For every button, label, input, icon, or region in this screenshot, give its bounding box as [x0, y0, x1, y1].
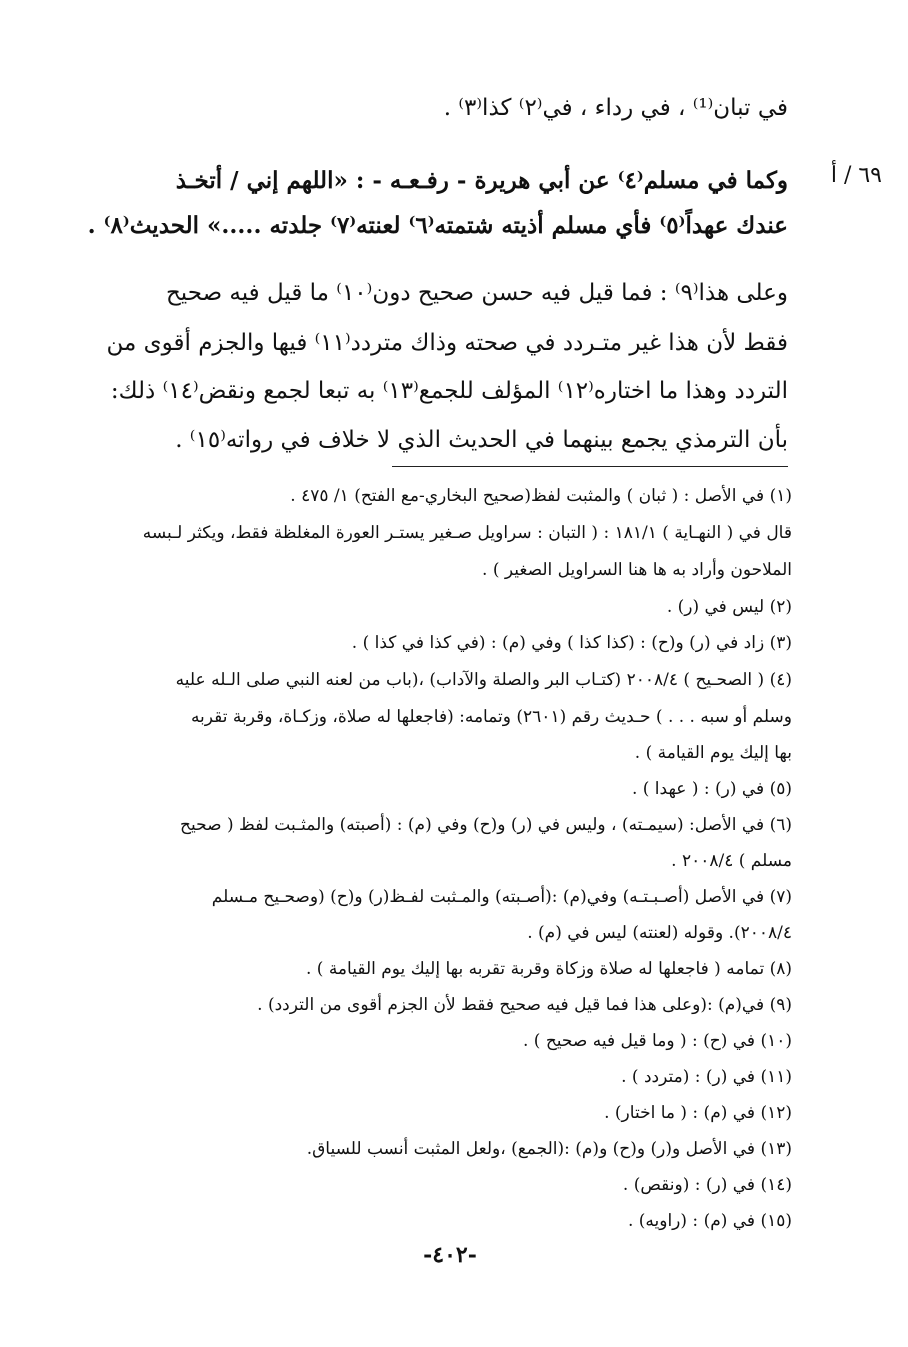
margin-folio-note: ٦٩ / أ: [830, 163, 882, 188]
footnote-2: (٢) ليس في (ر) .: [666, 597, 792, 617]
footnote-7: (٧) في الأصل (أصـبـتـه) وفي(م) :(أصـبته) والمـثبت لفـظ(ر) و(ح) (وصحـيح مـسلم: [211, 887, 792, 907]
footnote-15: (١٥) في (م) : (راويه) .: [627, 1211, 792, 1231]
footnote-14: (١٤) في (ر) : (ونقص) .: [622, 1175, 792, 1195]
main-line-4: وعلى هذا⁽٩⁾ : فما قيل فيه حسن صحيح دون⁽١٠⁾ ما قيل فيه صحيح: [165, 280, 788, 306]
footnote-5: (٥) في (ر) : ( عهدا ) .: [631, 779, 792, 799]
main-line-3: عندك عهداً⁽٥⁾ فأي مسلم أذيته شتمته⁽٦⁾ لعنته⁽٧⁾ جلدته .....» الحديث⁽٨⁾ .: [87, 212, 788, 239]
footnote-4: (٤) ( الصحـيح ) ٢٠٠٨/٤ (كتـاب البر والصلة والآداب) ،(باب من لعنه النبي صلى الـله عليه: [175, 670, 792, 690]
footnote-13: (١٣) في الأصل و(ر) و(ح) و(م) :(الجمع) ،ولعل المثبت أنسب للسياق.: [306, 1139, 792, 1159]
main-line-7: بأن الترمذي يجمع بينهما في الحديث الذي لا خلاف في رواته⁽١٥⁾ .: [175, 427, 788, 453]
footnote-10: (١٠) في (ح) : ( وما قيل فيه صحيح ) .: [522, 1031, 792, 1051]
footnote-4-cont-b: بها إليك يوم القيامة ) .: [634, 743, 792, 763]
footnote-4-cont-a: وسلم أو سبه . . . ) حـديث رقم (٢٦٠١) وتمامه: (فاجعلها له صلاة، وزكـاة، وقربة تقربه: [190, 707, 792, 727]
footnote-1: (١) في الأصل : ( ثبان ) والمثبت لفظ(صحيح البخاري-مع الفتح) ١/ ٤٧٥ .: [290, 486, 792, 506]
page-number: -٤٠٢-: [423, 1242, 477, 1268]
main-line-2: وكما في مسلم⁽٤⁾ عن أبي هريرة - رفـعـه - : «اللهم إني / أتخـذ: [175, 167, 788, 194]
main-text: [78, 0, 788, 460]
footnote-divider: [392, 466, 788, 467]
footnote-3: (٣) زاد في (ر) و(ح) : (كذا كذا ) وفي (م) : (في كذا في كذا ) .: [351, 633, 792, 653]
footnote-7-cont: ٢٠٠٨/٤). وقوله (لعنته) ليس في (م) .: [527, 923, 792, 943]
main-line-1: في تبان⁽¹⁾ ، في رداء ، في⁽٢⁾ كذا⁽٣⁾ .: [443, 95, 788, 121]
footnote-1-cont-a: قال في ( النهـاية ) ١٨١/١ : ( التبان : سراويل صـغير يستـر العورة المغلظة فقط، ويكثر لـبسه: [142, 523, 792, 543]
footnote-6-cont: مسلم ) ٢٠٠٨/٤ .: [671, 851, 792, 871]
footnote-9: (٩) في(م) :(وعلى هذا فما قيل فيه صحيح فقط لأن الجزم أقوى من التردد) .: [257, 995, 792, 1015]
footnote-11: (١١) في (ر) : (متردد ) .: [621, 1067, 792, 1087]
main-line-6: التردد وهذا ما اختاره⁽١٢⁾ المؤلف للجمع⁽١٣⁾ به تبعا لجمع ونقض⁽١٤⁾ ذلك:: [110, 378, 788, 404]
footnote-1-cont-b: الملاحون وأراد به ها هنا السراويل الصغير ) .: [482, 560, 792, 580]
footnote-8: (٨) تمامه ( فاجعلها له صلاة وزكاة وقربة تقربه بها إليك يوم القيامة ) .: [305, 959, 792, 979]
footnote-6: (٦) في الأصل: (سيمـته) ، وليس في (ر) و(ح) وفي (م) : (أصبته) والمثـبت لفظ ( صحيح: [180, 815, 792, 835]
main-line-5: فقط لأن هذا غير متـردد في صحته وذاك متردد⁽١١⁾ فيها والجزم أقوى من: [106, 330, 788, 356]
footnote-12: (١٢) في (م) : ( ما اختار) .: [604, 1103, 792, 1123]
